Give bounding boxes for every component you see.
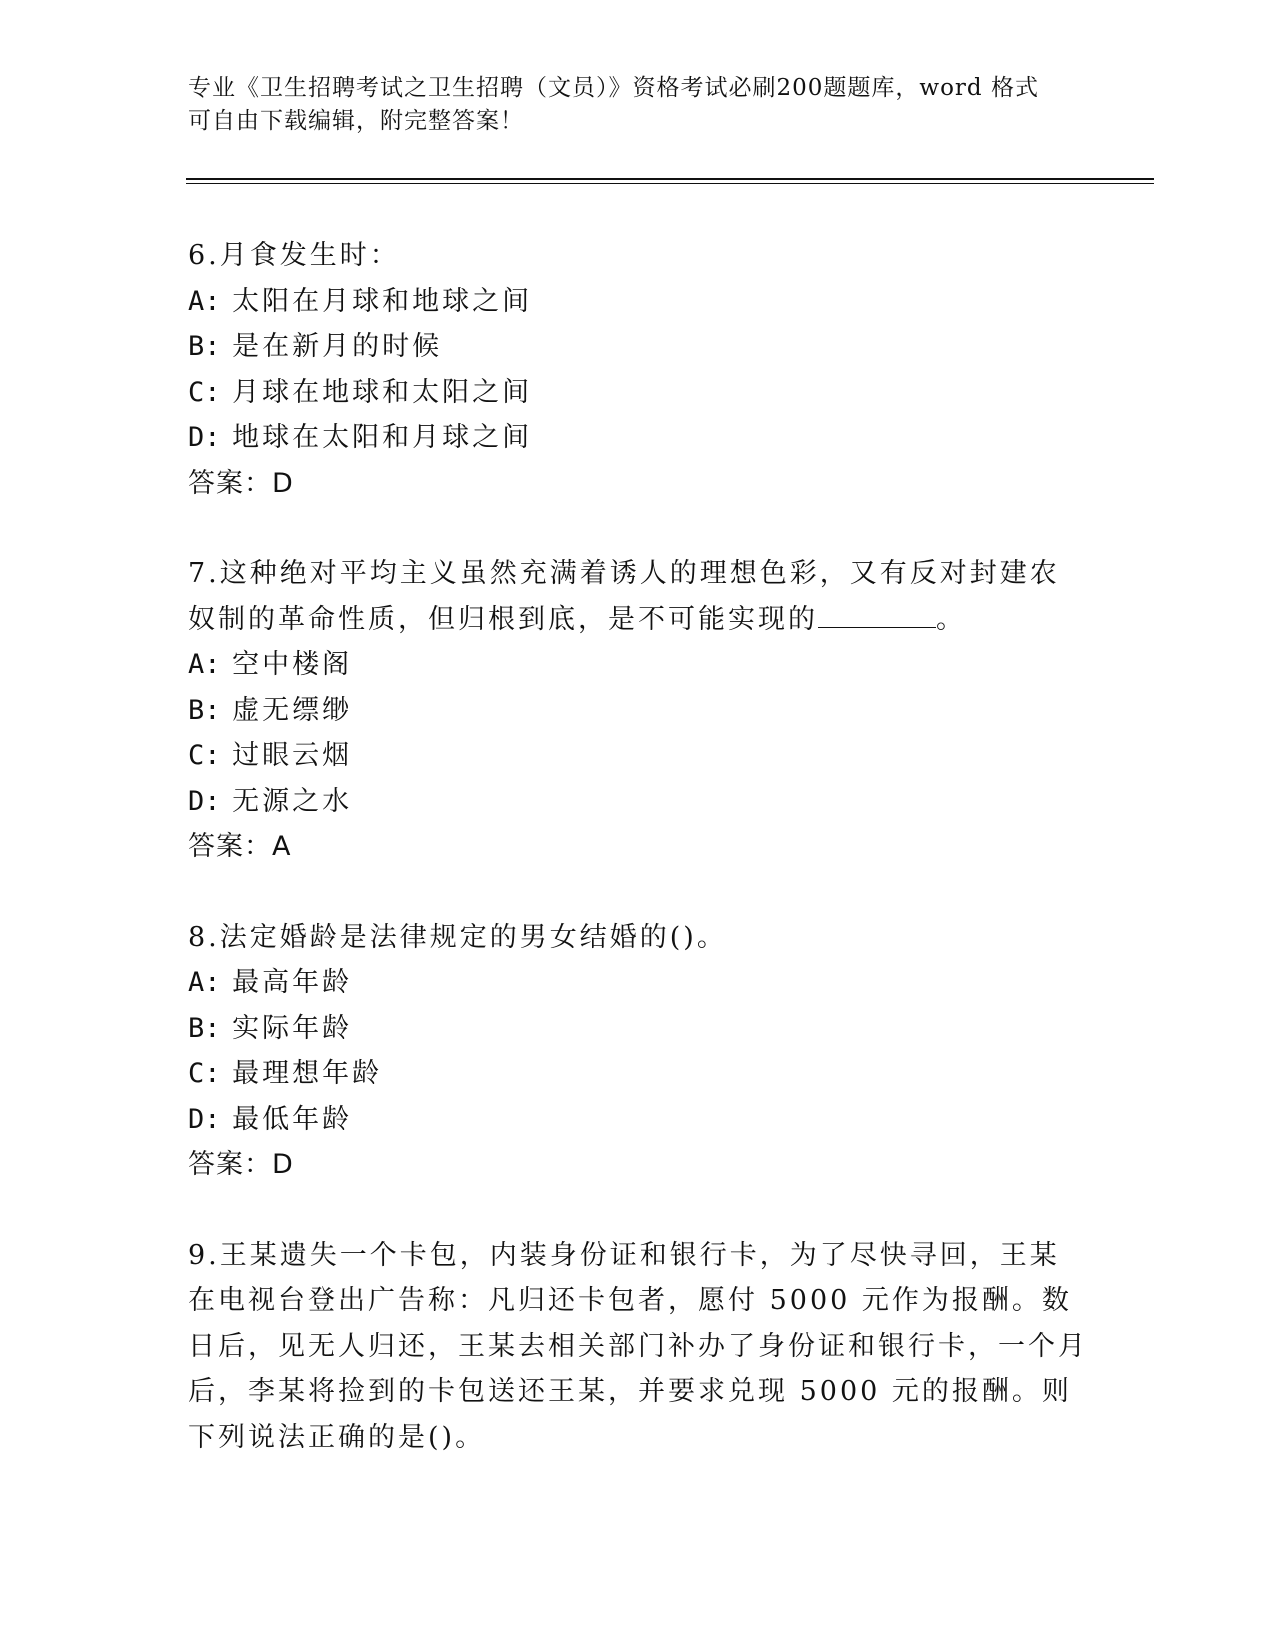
option-text: 空中楼阁: [232, 649, 353, 680]
option-label: B:: [188, 331, 221, 362]
answer-line: 答案：D: [188, 1149, 294, 1180]
question-stem: [188, 551, 1088, 642]
option-text: 太阳在月球和地球之间: [232, 285, 533, 317]
option-label: B:: [188, 1012, 221, 1044]
option-text: 最高年龄: [232, 967, 353, 998]
option-a: [188, 960, 1088, 1006]
option-label: C:: [188, 740, 221, 771]
header-divider-thick: [186, 178, 1154, 180]
answer-line: 答案：D: [188, 467, 294, 499]
question-stem-end: 。: [936, 603, 966, 635]
option-text: 虚无缥缈: [232, 694, 353, 726]
option-d: [188, 415, 1088, 461]
option-c: [188, 370, 1088, 416]
option-label: D:: [188, 1103, 221, 1135]
option-text: 是在新月的时候: [232, 331, 443, 362]
option-text: 地球在太阳和月球之间: [232, 422, 533, 453]
option-label: B:: [188, 694, 221, 726]
option-c: [188, 733, 1088, 779]
question-9: [188, 1233, 1088, 1461]
option-b: [188, 1006, 1088, 1052]
option-text: 实际年龄: [232, 1012, 353, 1044]
option-text: 月球在地球和太阳之间: [232, 376, 533, 408]
option-text: 过眼云烟: [232, 740, 353, 771]
option-b: [188, 688, 1088, 734]
option-text: 最理想年龄: [232, 1058, 383, 1089]
option-label: C:: [188, 376, 221, 408]
question-stem: 8.法定婚龄是法律规定的男女结婚的()。: [188, 921, 727, 953]
option-b: [188, 324, 1088, 370]
option-label: D:: [188, 785, 221, 817]
question-list: [188, 233, 1088, 1505]
question-6: [188, 233, 1088, 506]
option-label: D:: [188, 422, 221, 453]
question-8: [188, 915, 1088, 1188]
question-7: [188, 551, 1088, 870]
fill-in-blank: [818, 601, 936, 628]
option-label: A:: [188, 649, 221, 680]
header-line-2: 可自由下载编辑，附完整答案！: [188, 108, 524, 134]
option-label: A:: [188, 967, 221, 998]
question-stem-text: 7.这种绝对平均主义虽然充满着诱人的理想色彩，又有反对封建农奴制的革命性质，但归根到底，是不可能实现的: [188, 558, 1060, 635]
header-divider-thin: [186, 183, 1154, 184]
option-d: [188, 779, 1088, 825]
option-c: [188, 1051, 1088, 1097]
option-label: C:: [188, 1058, 221, 1089]
option-text: 无源之水: [232, 785, 353, 817]
document-header: [188, 72, 1068, 138]
option-a: [188, 642, 1088, 688]
header-line-1: 专业《卫生招聘考试之卫生招聘（文员）》资格考试必刷200题题库，word 格式: [188, 75, 1039, 101]
answer-line: 答案：A: [188, 831, 292, 862]
question-stem: 6.月食发生时：: [188, 240, 400, 271]
option-a: [188, 279, 1088, 325]
option-d: [188, 1097, 1088, 1143]
option-text: 最低年龄: [232, 1103, 353, 1135]
question-stem: 9.王某遗失一个卡包，内装身份证和银行卡，为了尽快寻回，王某在电视台登出广告称：凡归还卡包者，愿付 5000 元作为报酬。数日后，见无人归还，王某去相关部门补办了身份证和银行卡，一个月后，李某将捡到的卡包送还王某，并要求兑现 5000 元的报酬。则下列说法正确的是()。: [188, 1239, 1088, 1453]
option-label: A:: [188, 285, 221, 317]
